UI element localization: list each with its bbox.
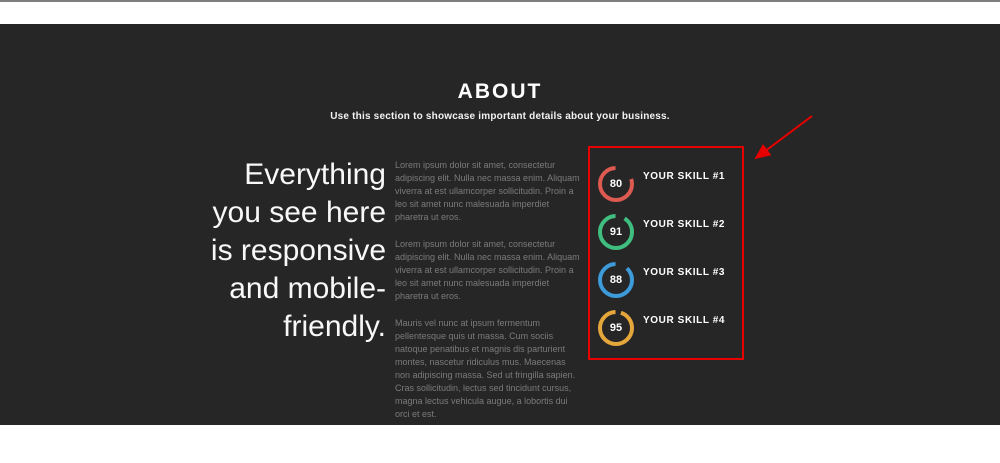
skill-label: YOUR SKILL #1: [643, 171, 726, 182]
top-white-strip: [0, 2, 1000, 24]
skill-item: [597, 165, 737, 203]
intro-heading-line: you see here: [212, 196, 386, 229]
skill-value: 80: [609, 178, 623, 190]
section-subtitle: Use this section to showcase important details about your business.: [330, 111, 670, 122]
lorem-paragraph: Lorem ipsum dolor sit amet, consectetur adipiscing elit. Nulla nec massa enim. Aliquam viverra at est ullamcorper sollicitudin. Proin a leo sit amet nunc malesuada imperdiet pharetra ut eros.: [395, 239, 580, 301]
bottom-white-strip: [0, 425, 1000, 463]
skill-progress-ring: [597, 261, 635, 299]
skill-label: YOUR SKILL #3: [643, 267, 726, 278]
skill-label: YOUR SKILL #4: [643, 315, 726, 326]
skill-label: YOUR SKILL #2: [643, 219, 726, 230]
intro-heading-line: Everything: [244, 158, 386, 191]
skill-item: [597, 309, 737, 347]
body-text-column: [395, 159, 583, 425]
section-title: ABOUT: [457, 80, 543, 103]
intro-heading: [200, 156, 386, 346]
intro-heading-line: and mobile-: [229, 272, 386, 305]
lorem-paragraph: Lorem ipsum dolor sit amet, consectetur adipiscing elit. Nulla nec massa enim. Aliquam viverra at est ullamcorper sollicitudin. Proin a leo sit amet nunc malesuada imperdiet pharetra ut eros.: [395, 160, 580, 222]
about-section: [0, 24, 1000, 425]
intro-heading-line: friendly.: [283, 310, 386, 343]
intro-heading-line: is responsive: [210, 234, 386, 267]
skill-progress-ring: [597, 213, 635, 251]
skill-progress-ring: [597, 165, 635, 203]
skill-value: 95: [609, 322, 623, 334]
skill-item: [597, 261, 737, 299]
skill-item: [597, 213, 737, 251]
skill-value: 91: [609, 226, 623, 238]
skill-progress-ring: [597, 309, 635, 347]
lorem-paragraph: Mauris vel nunc at ipsum fermentum pellentesque quis ut massa. Cum sociis natoque penatibus et magnis dis parturient montes, nascetur ridiculus mus. Maecenas non adipiscing massa. Sed ut fringilla sapien. Cras sollicitudin, lectus sed tincidunt cursus, magna lectus vehicula augue, a lobortis dui orci et est.: [395, 318, 576, 419]
skill-value: 88: [609, 274, 623, 286]
skills-panel: [597, 165, 737, 357]
